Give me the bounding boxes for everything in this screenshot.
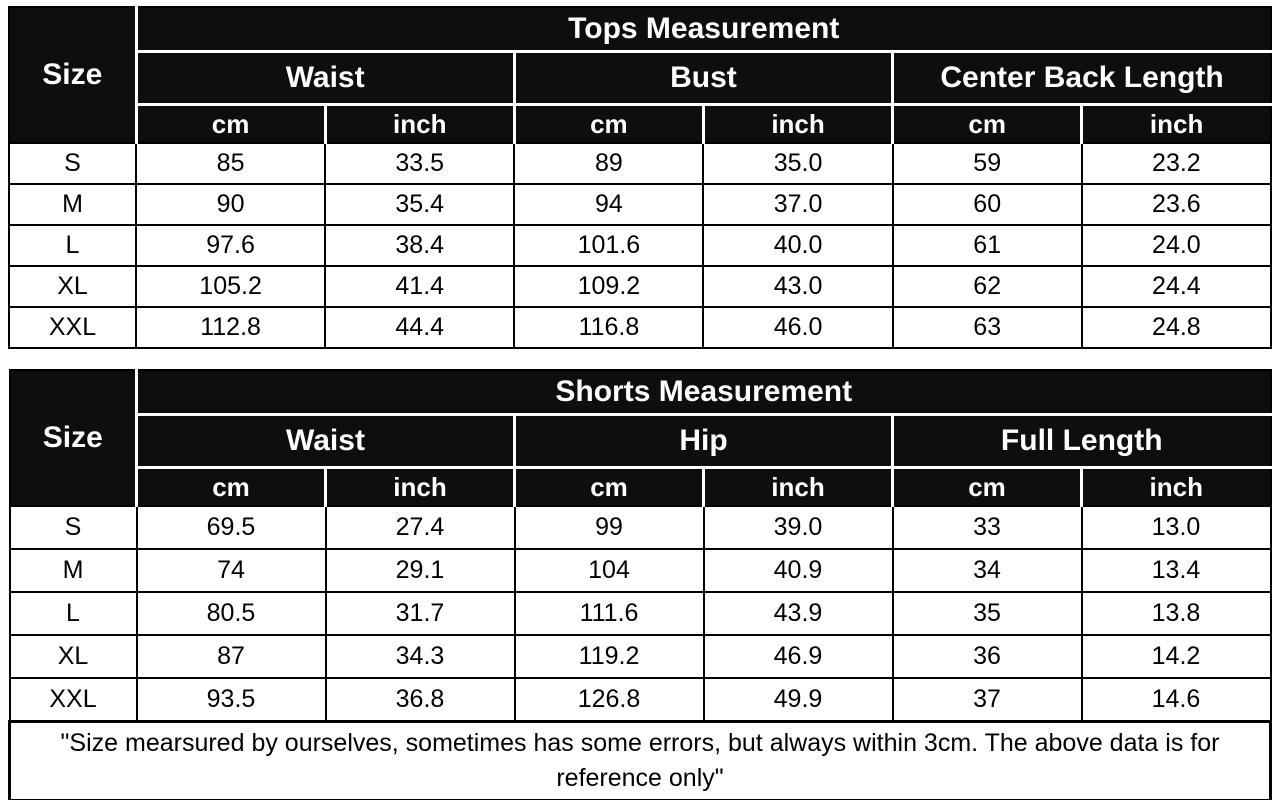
waist-group-header: Waist bbox=[136, 52, 514, 105]
value-cell: 14.6 bbox=[1082, 678, 1271, 722]
value-cell: 69.5 bbox=[137, 506, 326, 549]
value-cell: 24.4 bbox=[1082, 266, 1271, 307]
size-cell: XL bbox=[10, 635, 137, 678]
value-cell: 13.8 bbox=[1082, 592, 1271, 635]
table-row bbox=[9, 266, 1271, 307]
value-cell: 60 bbox=[893, 184, 1082, 225]
size-cell: M bbox=[10, 549, 137, 592]
size-cell: S bbox=[9, 143, 136, 184]
value-cell: 89 bbox=[514, 143, 703, 184]
tops-table-title: Tops Measurement bbox=[136, 7, 1271, 52]
table-row bbox=[9, 225, 1271, 266]
value-cell: 94 bbox=[514, 184, 703, 225]
value-cell: 29.1 bbox=[326, 549, 515, 592]
value-cell: 36 bbox=[893, 635, 1082, 678]
value-cell: 119.2 bbox=[515, 635, 704, 678]
value-cell: 37 bbox=[893, 678, 1082, 722]
value-cell: 44.4 bbox=[325, 307, 514, 348]
unit-header: cm bbox=[137, 468, 326, 507]
shorts-group-row bbox=[10, 415, 1271, 468]
unit-header: cm bbox=[136, 105, 325, 144]
table-row bbox=[10, 549, 1271, 592]
value-cell: 46.0 bbox=[703, 307, 892, 348]
tops-header-row bbox=[9, 7, 1271, 52]
shorts-header-row bbox=[10, 370, 1271, 415]
value-cell: 14.2 bbox=[1082, 635, 1271, 678]
value-cell: 40.9 bbox=[704, 549, 893, 592]
value-cell: 35 bbox=[893, 592, 1082, 635]
value-cell: 34 bbox=[893, 549, 1082, 592]
size-cell: M bbox=[9, 184, 136, 225]
unit-header: inch bbox=[326, 468, 515, 507]
value-cell: 46.9 bbox=[704, 635, 893, 678]
value-cell: 74 bbox=[137, 549, 326, 592]
value-cell: 101.6 bbox=[514, 225, 703, 266]
value-cell: 43.9 bbox=[704, 592, 893, 635]
value-cell: 49.9 bbox=[704, 678, 893, 722]
full-length-group-header: Full Length bbox=[893, 415, 1271, 468]
value-cell: 13.4 bbox=[1082, 549, 1271, 592]
value-cell: 31.7 bbox=[326, 592, 515, 635]
value-cell: 59 bbox=[893, 143, 1082, 184]
value-cell: 97.6 bbox=[136, 225, 325, 266]
value-cell: 109.2 bbox=[514, 266, 703, 307]
value-cell: 27.4 bbox=[326, 506, 515, 549]
value-cell: 13.0 bbox=[1082, 506, 1271, 549]
value-cell: 105.2 bbox=[136, 266, 325, 307]
value-cell: 24.8 bbox=[1082, 307, 1271, 348]
table-row bbox=[9, 143, 1271, 184]
size-cell: L bbox=[10, 592, 137, 635]
size-column-header: Size bbox=[10, 370, 137, 506]
size-disclaimer-note: "Size mearsured by ourselves, sometimes has some errors, but always within 3cm. The above data is for reference only" bbox=[10, 722, 1271, 800]
value-cell: 116.8 bbox=[514, 307, 703, 348]
value-cell: 35.4 bbox=[325, 184, 514, 225]
value-cell: 87 bbox=[137, 635, 326, 678]
waist-group-header: Waist bbox=[137, 415, 515, 468]
size-column-header: Size bbox=[9, 7, 136, 143]
tops-group-row bbox=[9, 52, 1271, 105]
unit-header: inch bbox=[703, 105, 892, 144]
value-cell: 36.8 bbox=[326, 678, 515, 722]
value-cell: 104 bbox=[515, 549, 704, 592]
value-cell: 35.0 bbox=[703, 143, 892, 184]
value-cell: 34.3 bbox=[326, 635, 515, 678]
shorts-unit-row bbox=[10, 468, 1271, 507]
value-cell: 99 bbox=[515, 506, 704, 549]
table-row bbox=[10, 506, 1271, 549]
table-row bbox=[9, 307, 1271, 348]
table-row bbox=[10, 678, 1271, 722]
unit-header: cm bbox=[514, 105, 703, 144]
value-cell: 112.8 bbox=[136, 307, 325, 348]
unit-header: inch bbox=[704, 468, 893, 507]
value-cell: 80.5 bbox=[137, 592, 326, 635]
unit-header: inch bbox=[1082, 468, 1271, 507]
value-cell: 33 bbox=[893, 506, 1082, 549]
value-cell: 40.0 bbox=[703, 225, 892, 266]
value-cell: 93.5 bbox=[137, 678, 326, 722]
footer-row bbox=[10, 722, 1271, 800]
value-cell: 41.4 bbox=[325, 266, 514, 307]
size-cell: XXL bbox=[10, 678, 137, 722]
size-cell: L bbox=[9, 225, 136, 266]
size-cell: XXL bbox=[9, 307, 136, 348]
unit-header: inch bbox=[1082, 105, 1271, 144]
tops-unit-row bbox=[9, 105, 1271, 144]
value-cell: 23.6 bbox=[1082, 184, 1271, 225]
value-cell: 61 bbox=[893, 225, 1082, 266]
value-cell: 111.6 bbox=[515, 592, 704, 635]
value-cell: 126.8 bbox=[515, 678, 704, 722]
unit-header: cm bbox=[515, 468, 704, 507]
value-cell: 33.5 bbox=[325, 143, 514, 184]
unit-header: cm bbox=[893, 105, 1082, 144]
value-cell: 85 bbox=[136, 143, 325, 184]
value-cell: 37.0 bbox=[703, 184, 892, 225]
size-cell: S bbox=[10, 506, 137, 549]
hip-group-header: Hip bbox=[515, 415, 893, 468]
value-cell: 63 bbox=[893, 307, 1082, 348]
unit-header: inch bbox=[325, 105, 514, 144]
shorts-measurement-table bbox=[8, 369, 1272, 800]
value-cell: 43.0 bbox=[703, 266, 892, 307]
value-cell: 23.2 bbox=[1082, 143, 1271, 184]
value-cell: 39.0 bbox=[704, 506, 893, 549]
unit-header: cm bbox=[893, 468, 1082, 507]
shorts-table-title: Shorts Measurement bbox=[137, 370, 1271, 415]
center-back-length-group-header: Center Back Length bbox=[893, 52, 1271, 105]
table-row bbox=[9, 184, 1271, 225]
tops-measurement-table bbox=[8, 6, 1272, 349]
value-cell: 62 bbox=[893, 266, 1082, 307]
value-cell: 38.4 bbox=[325, 225, 514, 266]
bust-group-header: Bust bbox=[514, 52, 892, 105]
table-row bbox=[10, 635, 1271, 678]
table-row bbox=[10, 592, 1271, 635]
value-cell: 24.0 bbox=[1082, 225, 1271, 266]
size-cell: XL bbox=[9, 266, 136, 307]
value-cell: 90 bbox=[136, 184, 325, 225]
